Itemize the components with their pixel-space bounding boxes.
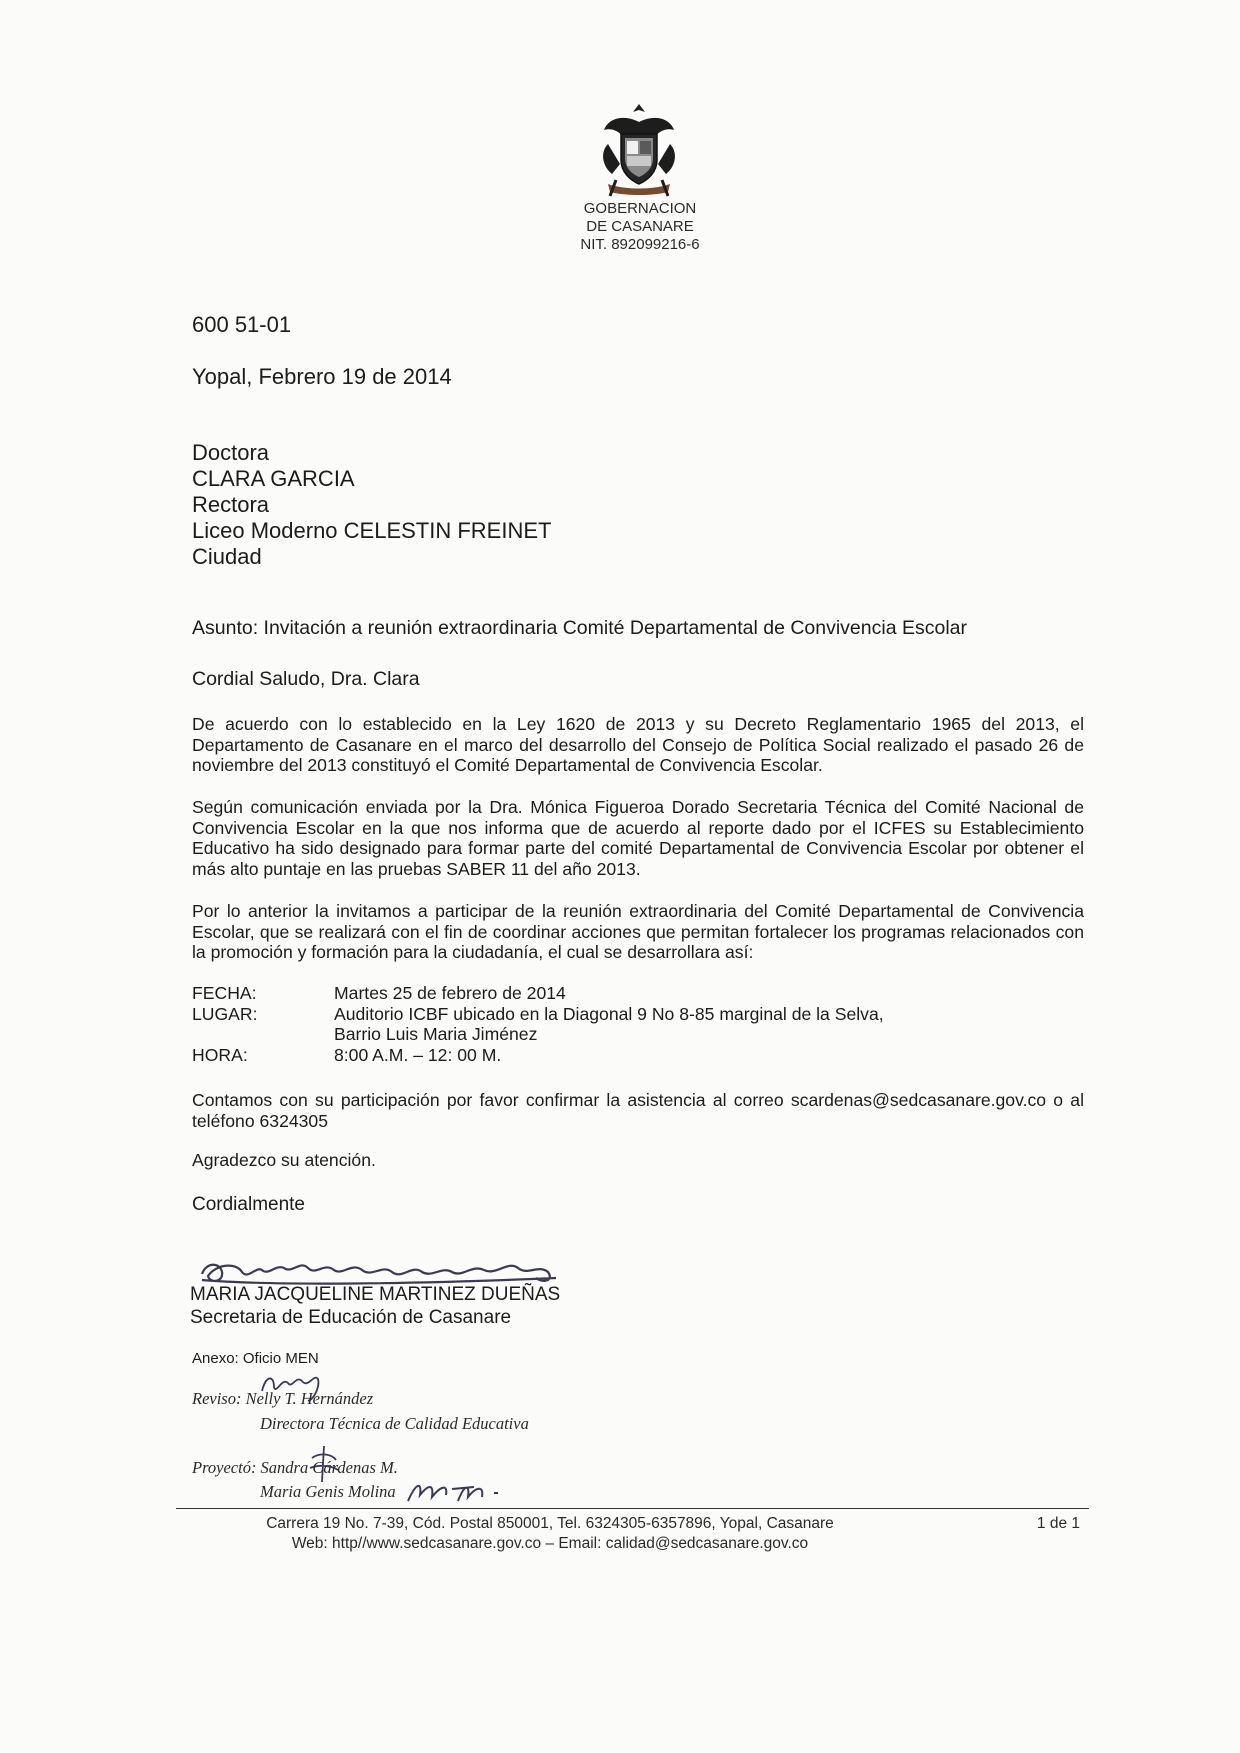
hora-value: 8:00 A.M. – 12: 00 M.	[334, 1044, 502, 1065]
body-paragraph-3: Por lo anterior la invitamos a participar de la reunión extraordinaria del Comité Departamental de Convivencia Escolar, que se realizará con el fin de coordinar acciones que permitan fortalecer los programas relacionados con la promoción y formación para la ciudadanía, el cual se desarrollara así:	[192, 901, 1084, 962]
annex-line: Anexo: Oficio MEN	[192, 1350, 319, 1367]
fecha-value: Martes 25 de febrero de 2014	[334, 983, 566, 1003]
lugar-label: LUGAR:	[192, 1003, 258, 1024]
prepared-by-2: Maria Genis Molina	[260, 1482, 396, 1501]
thanks-line: Agradezco su atención.	[192, 1150, 376, 1170]
lugar-value-2: Barrio Luis Maria Jiménez	[334, 1024, 538, 1044]
reviewed-by: Reviso: Nelly T. Hernández	[192, 1389, 374, 1408]
body-paragraph-4: Contamos con su participación por favor confirmar la asistencia al correo scardenas@sedcasanare.gov.co o al teléfono 6324305	[192, 1090, 1084, 1131]
detail-row-lugar	[192, 1004, 884, 1025]
body-paragraph-2: Según comunicación enviada por la Dra. Mónica Figueroa Dorado Secretaria Técnica del Comité Nacional de Convivencia Escolar en la que nos informa que de acuerdo al reporte dado por el ICFES su Establecimiento Educativo ha sido designado para formar parte del comité Departamental de Convivencia Escolar por obtener el más alto puntaje en las pruebas SABER 11 del año 2013.	[192, 797, 1084, 879]
recipient-name: CLARA GARCIA	[192, 466, 355, 491]
initials-icon	[404, 1475, 516, 1505]
signatory-block	[190, 1283, 560, 1329]
detail-row-lugar-cont	[192, 1024, 884, 1045]
salutation: Cordial Saludo, Dra. Clara	[192, 668, 420, 690]
prepared-by: Proyectó: Sandra Cárdenas M.	[192, 1458, 398, 1477]
subject-line: Asunto: Invitación a reunión extraordinaria Comité Departamental de Convivencia Escolar	[192, 617, 967, 639]
fecha-label: FECHA:	[192, 983, 257, 1003]
coat-of-arms-icon	[594, 100, 684, 200]
meeting-details	[192, 983, 884, 1065]
footer-divider	[176, 1508, 1089, 1509]
date-line: Yopal, Febrero 19 de 2014	[192, 364, 452, 389]
detail-row-hora	[192, 1045, 884, 1066]
recipient-title: Doctora	[192, 440, 270, 465]
signatory-title: Secretaria de Educación de Casanare	[190, 1307, 512, 1328]
hora-label: HORA:	[192, 1044, 248, 1065]
reference-number: 600 51-01	[192, 312, 292, 337]
body-paragraph-1: De acuerdo con lo establecido en la Ley 1620 de 2013 y su Decreto Reglamentario 1965 del 2013, el Departamento de Casanare en el marco del desarrollo del Consejo de Política Social realizado el pasado 26 de noviembre del 2013 constituyó el Comité Departamental de Convivencia Escolar.	[192, 714, 1084, 775]
letterhead-organization	[520, 200, 760, 254]
page-number: 1 de 1	[1036, 1515, 1080, 1532]
org-name-line-2: DE CASANARE	[586, 218, 694, 235]
recipient-role: Rectora	[192, 492, 270, 517]
recipient-institution: Liceo Moderno CELESTIN FREINET	[192, 518, 552, 543]
recipient-block	[192, 440, 551, 570]
signatory-name: MARIA JACQUELINE MARTINEZ DUEÑAS	[190, 1284, 561, 1305]
footer-web-email: Web: http//www.sedcasanare.gov.co – Email: calidad@sedcasanare.gov.co	[291, 1535, 809, 1552]
org-name-line-1: GOBERNACION	[583, 200, 697, 217]
footer-address: Carrera 19 No. 7-39, Cód. Postal 850001, Tel. 6324305-6357896, Yopal, Casanare	[266, 1515, 834, 1532]
closing: Cordialmente	[192, 1194, 305, 1215]
reviewer-title: Directora Técnica de Calidad Educativa	[260, 1414, 529, 1433]
org-nit: NIT. 892099216-6	[580, 236, 700, 253]
lugar-value-1: Auditorio ICBF ubicado en la Diagonal 9 No 8-85 marginal de la Selva,	[334, 1003, 884, 1024]
recipient-city: Ciudad	[192, 544, 262, 569]
detail-row-fecha	[192, 983, 884, 1004]
